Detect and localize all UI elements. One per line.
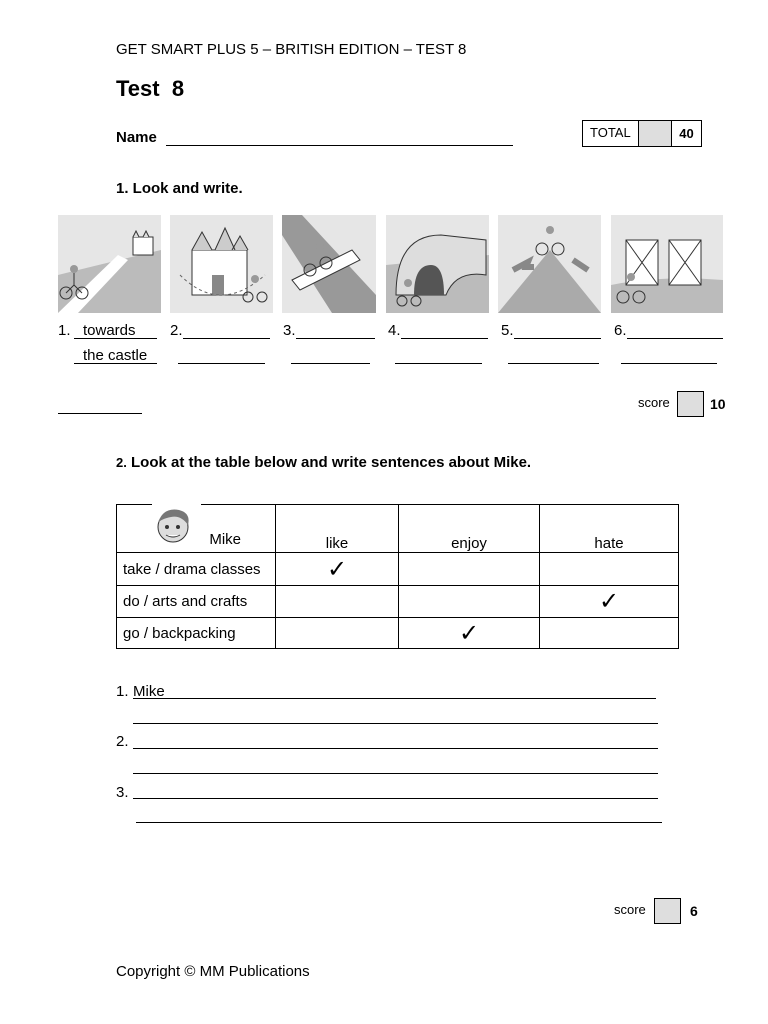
- answer-3-number: 3.: [283, 322, 296, 339]
- exercise2-score-label: score: [614, 902, 646, 917]
- check-cell: ✓: [540, 586, 679, 618]
- total-score-field[interactable]: [639, 121, 672, 146]
- page-header: GET SMART PLUS 5 – BRITISH EDITION – TEST 8: [116, 41, 467, 58]
- answer-4-line-2[interactable]: [395, 363, 482, 364]
- answer-6-number: 6.: [614, 322, 627, 339]
- table-row: [117, 553, 679, 586]
- cycling-through-tunnel-image: [386, 215, 489, 313]
- answer-5-number: 5.: [501, 322, 514, 339]
- check-cell: [540, 618, 679, 649]
- check-cell: [540, 553, 679, 586]
- answer-1-text-2: the castle: [83, 347, 148, 364]
- sentence-2-number: 2.: [116, 733, 129, 750]
- cycling-between-towers-image: [611, 215, 723, 313]
- total-value: 40: [679, 126, 694, 141]
- exercise2-number: 2.: [116, 455, 127, 470]
- exercise2-instruction: Look at the table below and write sentences about Mike.: [131, 454, 532, 471]
- column-enjoy: enjoy: [399, 505, 540, 553]
- sentence-3-number: 3.: [116, 784, 129, 801]
- row-label: go / backpacking: [117, 618, 276, 649]
- answer-2-number: 2.: [170, 322, 183, 339]
- cycling-around-castle-image: [170, 215, 273, 313]
- answer-5-line-1[interactable]: [514, 338, 601, 339]
- row-label: take / drama classes: [117, 553, 276, 586]
- mike-avatar-icon: [151, 505, 195, 545]
- exercise2-score-field[interactable]: [654, 898, 681, 924]
- sentence-1-line-1[interactable]: [133, 698, 656, 699]
- answer-1-text-1: towards: [83, 322, 136, 339]
- answer-5-line-2[interactable]: [508, 363, 599, 364]
- exercise2-heading: [116, 454, 531, 471]
- name-label: Name: [116, 129, 157, 146]
- check-cell: ✓: [399, 618, 540, 649]
- cycling-over-hill-image: [498, 215, 601, 313]
- exercise1-score-field[interactable]: [677, 391, 704, 417]
- answer-6-line-1[interactable]: [627, 338, 723, 339]
- total-score-box: [582, 120, 702, 147]
- answer-2-line-1[interactable]: [183, 338, 270, 339]
- preferences-table: [116, 504, 679, 649]
- exercise1-score-value: 10: [710, 396, 726, 412]
- cycling-across-bridge-image: [282, 215, 376, 313]
- total-label: TOTAL: [583, 121, 639, 146]
- answer-6-line-2[interactable]: [621, 363, 717, 364]
- answer-extra-line[interactable]: [58, 413, 142, 414]
- sentence-3-line-1[interactable]: [133, 798, 658, 799]
- check-cell: ✓: [276, 553, 399, 586]
- answer-3-line-1[interactable]: [296, 338, 375, 339]
- cycling-toward-castle-image: [58, 215, 161, 313]
- answer-1-number: 1.: [58, 322, 71, 339]
- check-cell: [276, 618, 399, 649]
- column-like: like: [276, 505, 399, 553]
- column-hate: hate: [540, 505, 679, 553]
- answer-4-number: 4.: [388, 322, 401, 339]
- table-corner-label: Mike: [209, 531, 241, 548]
- sentence-2-line-1[interactable]: [133, 748, 658, 749]
- sentence-1-number: 1.: [116, 683, 129, 700]
- table-row: [117, 586, 679, 618]
- sentence-2-line-2[interactable]: [133, 773, 658, 774]
- answer-3-line-2[interactable]: [291, 363, 370, 364]
- table-row: [117, 618, 679, 649]
- sentence-1-start: Mike: [133, 683, 165, 700]
- sentence-3-line-2[interactable]: [136, 822, 662, 823]
- table-corner-cell: [117, 505, 276, 553]
- answer-4-line-1[interactable]: [401, 338, 488, 339]
- row-label: do / arts and crafts: [117, 586, 276, 618]
- check-cell: [399, 553, 540, 586]
- page-title: Test 8: [116, 76, 185, 101]
- exercise2-score-value: 6: [690, 903, 698, 919]
- check-cell: [276, 586, 399, 618]
- check-cell: [399, 586, 540, 618]
- name-field[interactable]: [166, 145, 513, 146]
- copyright-footer: Copyright © MM Publications: [116, 963, 310, 980]
- answer-2-line-2[interactable]: [178, 363, 265, 364]
- exercise1-score-label: score: [638, 395, 670, 410]
- sentence-1-line-2[interactable]: [133, 723, 658, 724]
- exercise1-heading: 1. Look and write.: [116, 180, 243, 197]
